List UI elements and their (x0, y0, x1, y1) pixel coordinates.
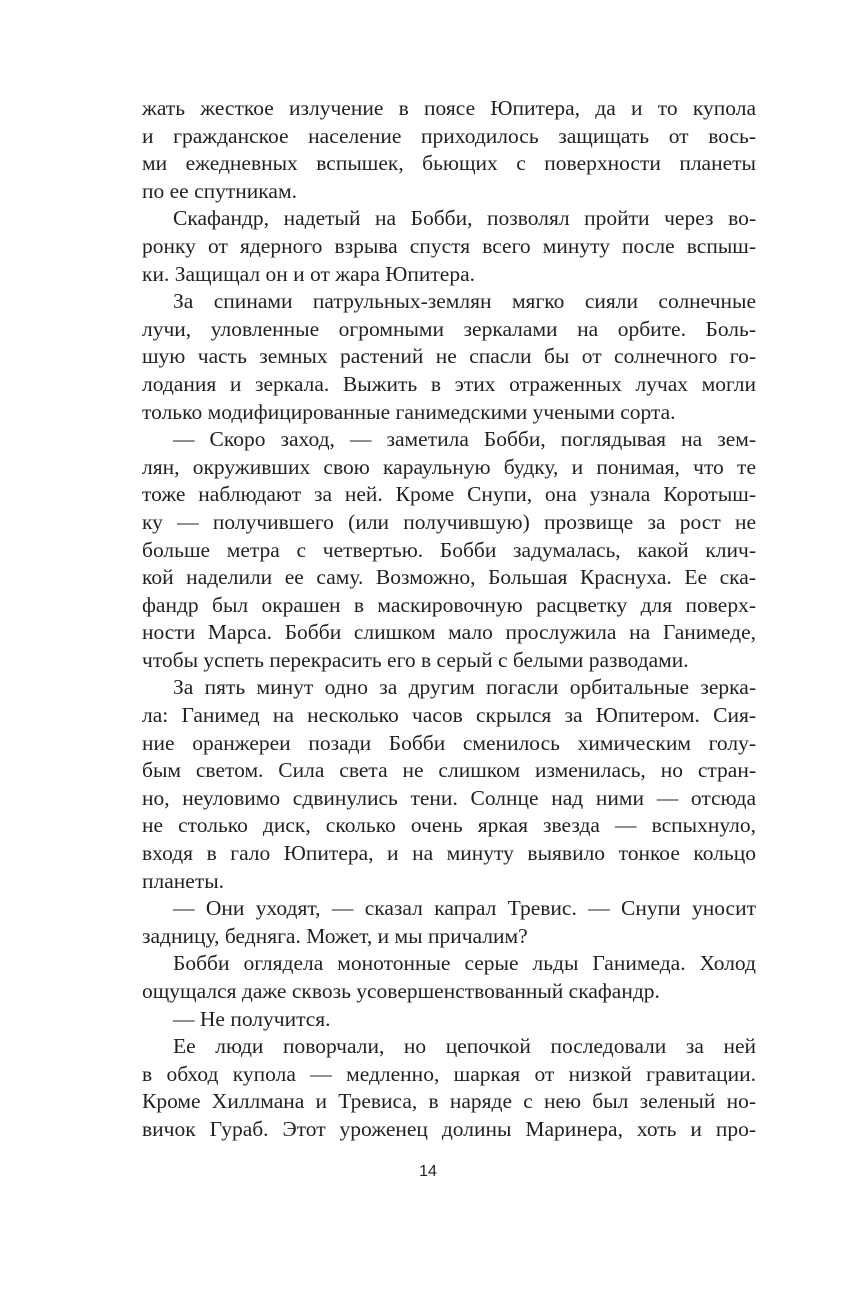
text-line: — Они уходят, — сказал капрал Тревис. — Снупи уносит (173, 896, 756, 921)
text-line: только модифицированные ганимедскими учеными сорта. (142, 399, 676, 424)
paragraph-1 (142, 95, 756, 205)
text-line: больше метра с четвертью. Бобби задумалась, какой клич- (142, 537, 756, 562)
paragraph-6 (142, 895, 756, 950)
text-line: задницу, бедняга. Может, и мы причалим? (142, 923, 528, 948)
text-line: Ее люди поворчали, но цепочкой последовали за ней (173, 1034, 756, 1059)
text-line: За пять минут одно за другим погасли орбитальные зерка- (173, 675, 756, 700)
paragraph-5 (142, 674, 756, 895)
text-line: ку — получившего (или получившую) прозвище за рост не (142, 509, 756, 534)
text-line: Бобби оглядела монотонные серые льды Ганимеда. Холод (173, 951, 756, 976)
text-line: чтобы успеть перекрасить его в серый с белыми разводами. (142, 647, 689, 672)
text-line: лодания и зеркала. Выжить в этих отраженных лучах могли (142, 371, 756, 396)
text-line: шую часть земных растений не спасли бы от солнечного го- (142, 344, 756, 369)
text-line: ние оранжереи позади Бобби сменилось химическим голу- (142, 730, 756, 755)
text-line: ми ежедневных вспышек, бьющих с поверхности планеты (142, 151, 756, 176)
paragraph-4 (142, 426, 756, 674)
text-line: входя в гало Юпитера, и на минуту выявило тонкое кольцо (142, 841, 756, 866)
paragraph-7 (142, 950, 756, 1005)
text-line: ки. Защищал он и от жара Юпитера. (142, 261, 475, 286)
text-line: ощущался даже сквозь усовершенствованный скафандр. (142, 979, 660, 1003)
paragraph-3 (142, 288, 756, 426)
text-line: Скафандр, надетый на Бобби, позволял пройти через во- (173, 206, 756, 231)
book-page-text (142, 95, 756, 1144)
text-line: лучи, уловленные огромными зеркалами на орбите. Боль- (142, 316, 756, 341)
text-line: — Не получится. (173, 1006, 331, 1031)
text-line: ла: Ганимед на несколько часов скрылся за Юпитером. Сия- (142, 703, 756, 728)
text-line: в обход купола — медленно, шаркая от низкой гравитации. (142, 1061, 756, 1086)
text-line: не столько диск, сколько очень яркая звезда — вспыхнуло, (142, 813, 756, 838)
text-line: ности Марса. Бобби слишком мало прослужила на Ганимеде, (142, 620, 756, 645)
paragraph-9 (142, 1033, 756, 1143)
text-line: ронку от ядерного взрыва спустя всего минуту после вспыш- (142, 233, 756, 258)
text-line: тоже наблюдают за ней. Кроме Снупи, она узнала Коротыш- (142, 482, 756, 507)
text-line: Кроме Хиллмана и Тревиса, в наряде с нею был зеленый но- (142, 1089, 756, 1114)
text-line: по ее спутникам. (142, 178, 297, 203)
paragraph-8 (142, 1006, 756, 1034)
text-line: бым светом. Сила света не слишком изменилась, но стран- (142, 758, 756, 783)
text-line: — Скоро заход, — заметила Бобби, поглядывая на зем- (173, 427, 756, 452)
text-line: лян, окруживших свою караульную будку, и понимая, что те (142, 454, 756, 479)
text-line: но, неуловимо сдвинулись тени. Солнце над ними — отсюда (142, 785, 756, 810)
text-line: планеты. (142, 868, 225, 893)
paragraph-2 (142, 205, 756, 288)
text-line: и гражданское население приходилось защищать от вось- (142, 123, 756, 148)
text-line: За спинами патрульных-землян мягко сияли солнечные (173, 289, 756, 314)
text-line: вичок Гураб. Этот уроженец долины Маринера, хоть и про- (142, 1116, 756, 1141)
text-line: фандр был окрашен в маскировочную расцветку для поверх- (142, 592, 756, 617)
text-line: кой наделили ее саму. Возможно, Большая Краснуха. Ее ска- (142, 565, 756, 590)
page-number: 14 (419, 1163, 437, 1180)
text-line: жать жесткое излучение в поясе Юпитера, да и то купола (142, 96, 756, 120)
